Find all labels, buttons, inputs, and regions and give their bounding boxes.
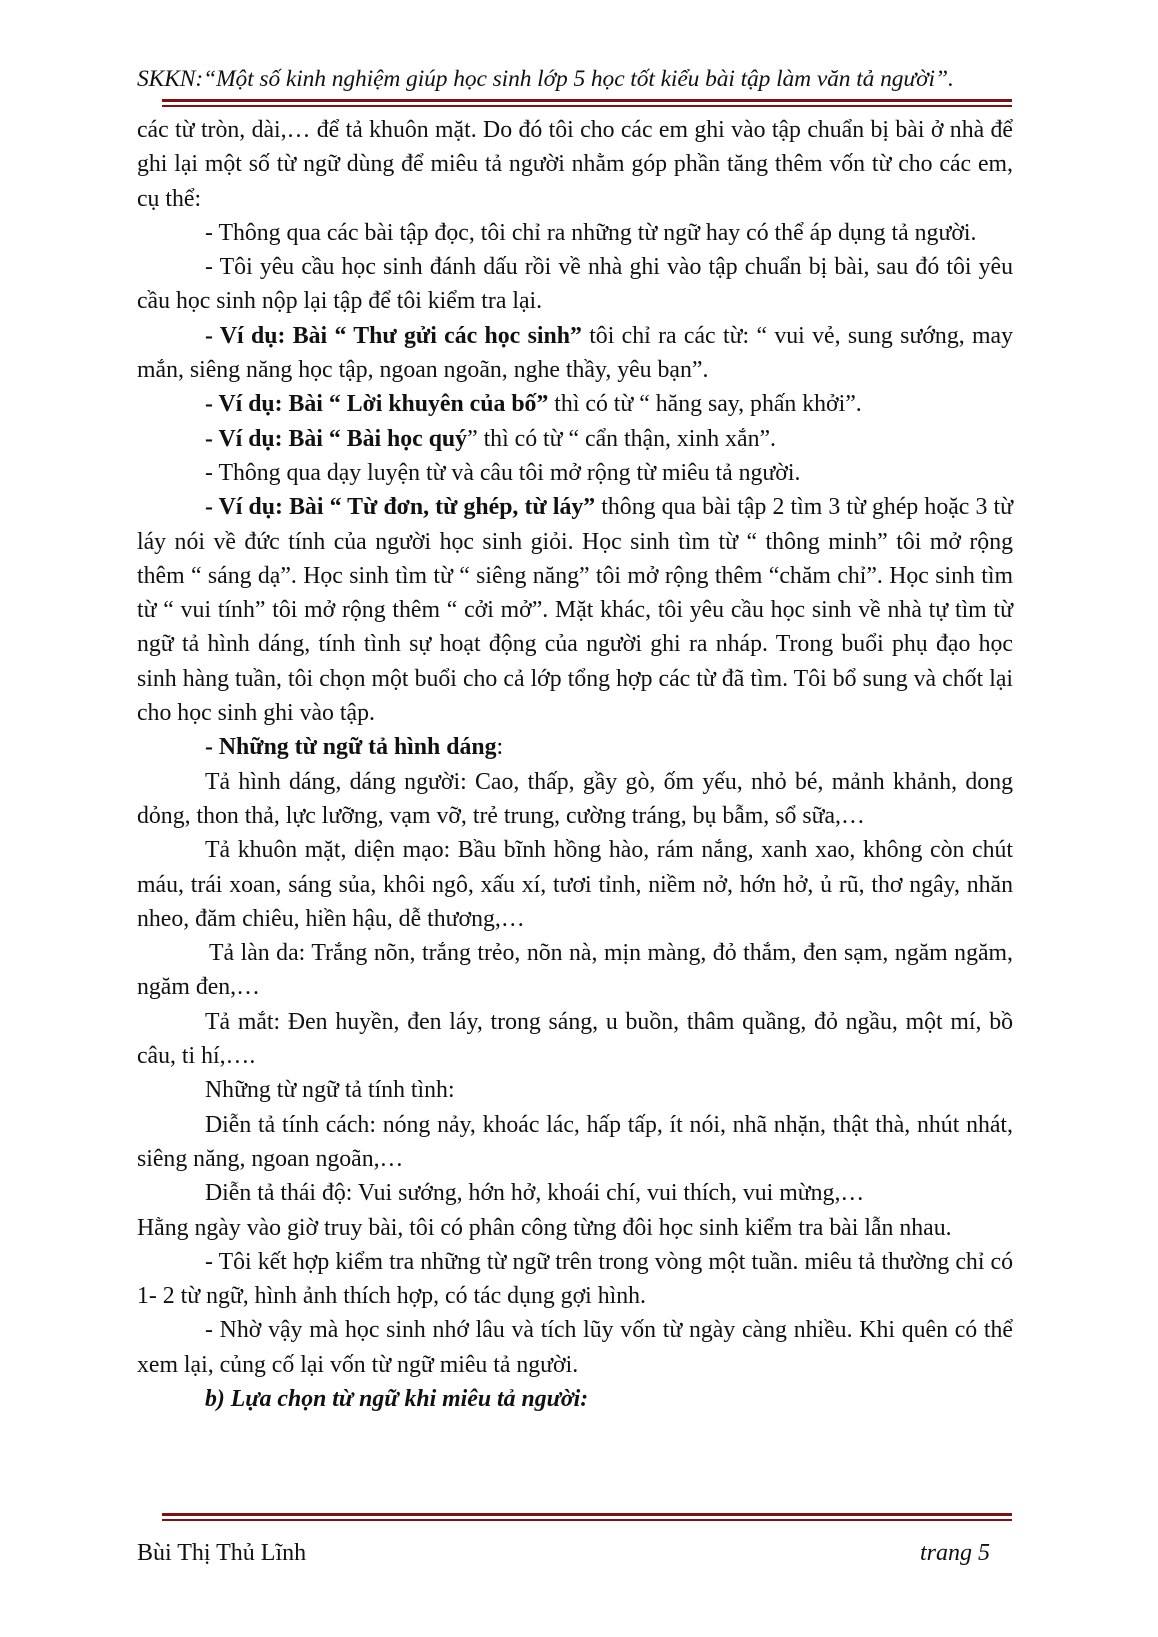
section-heading: [137, 730, 1013, 764]
section-heading-colon: :: [496, 734, 504, 761]
paragraph: Tả làn da: Trắng nõn, trắng trẻo, nõn nà, mịn màng, đỏ thắm, đen sạm, ngăm ngăm, ngăm đen,…: [137, 940, 1013, 1001]
example-heading: - Ví dụ: Bài “ Từ đơn, từ ghép, từ láy”: [205, 494, 596, 521]
example-heading: - Ví dụ: Bài “ Thư gửi các học sinh”: [205, 322, 582, 349]
example-paragraph: [137, 490, 1013, 730]
example-heading: - Ví dụ: Bài “ Bài học quý: [205, 425, 468, 452]
subsection-heading: b) Lựa chọn từ ngữ khi miêu tả người:: [205, 1385, 589, 1412]
example-text: thông qua bài tập 2 tìm 3 từ ghép hoặc 3 từ láy nói về đức tính của người học sinh giỏi. Học sinh tìm từ “ thông minh” tôi mở rộng thêm “ sáng dạ”. Học sinh tìm từ “ siêng năng” tôi mở rộng thêm “chăm chỉ”. Học sinh tìm từ “ vui tính” tôi mở rộng thêm “ cởi mở”. Mặt khác, tôi yêu cầu học sinh về nhà tự tìm từ ngữ tả hình dáng, tính tình sự hoạt động của người ghi ra nháp. Trong buổi phụ đạo học sinh hàng tuần, tôi chọn một buổi cho cả lớp tổng hợp các từ đã tìm. Tôi bổ sung và chốt lại cho học sinh ghi vào tập.: [137, 494, 1014, 727]
example-paragraph: [137, 422, 1013, 456]
paragraph: Những từ ngữ tả tính tình:: [205, 1077, 455, 1104]
footer-page-number: trang 5: [920, 1540, 991, 1566]
paragraph: - Nhờ vậy mà học sinh nhớ lâu và tích lũy vốn từ ngày càng nhiều. Khi quên có thể xem lại, củng cố lại vốn từ ngữ miêu tả người.: [137, 1317, 1013, 1378]
paragraph: - Tôi yêu cầu học sinh đánh dấu rồi về nhà ghi vào tập chuẩn bị bài, sau đó tôi yêu cầu học sinh nộp lại tập để tôi kiểm tra lại.: [137, 254, 1013, 315]
example-heading: - Ví dụ: Bài “ Lời khuyên của bố”: [205, 391, 549, 418]
paragraph: Diễn tả thái độ: Vui sướng, hớn hở, khoái chí, vui thích, vui mừng,…: [205, 1180, 865, 1207]
paragraph: - Thông qua dạy luyện từ và câu tôi mở rộng từ miêu tả người.: [205, 459, 801, 486]
paragraph: Tả khuôn mặt, diện mạo: Bầu bĩnh hồng hào, rám nắng, xanh xao, không còn chút máu, trái xoan, sáng sủa, khôi ngô, xấu xí, tươi tỉnh, niềm nở, hớn hở, ủ rũ, thơ ngây, nhăn nheo, đăm chiêu, hiền hậu, dễ thương,…: [137, 837, 1013, 932]
example-paragraph: [137, 319, 1013, 388]
header-divider: [162, 99, 1012, 107]
paragraph: - Tôi kết hợp kiểm tra những từ ngữ trên trong vòng một tuần. miêu tả thường chỉ có 1- 2 từ ngữ, hình ảnh thích hợp, có tác dụng gợi hình.: [137, 1248, 1013, 1310]
page-header-title: SKKN:“Một số kinh nghiệm giúp học sinh lớp 5 học tốt kiểu bài tập làm văn tả người”.: [137, 66, 954, 92]
paragraph: Tả hình dáng, dáng người: Cao, thấp, gầy gò, ốm yếu, nhỏ bé, mảnh khảnh, dong dỏng, thon thả, lực lưỡng, vạm vỡ, trẻ trung, cường tráng, bụ bẫm, sổ sữa,…: [137, 768, 1013, 829]
paragraph: Tả mắt: Đen huyền, đen láy, trong sáng, u buồn, thâm quầng, đỏ ngầu, một mí, bồ câu, ti hí,….: [137, 1008, 1013, 1070]
document-body: [137, 113, 1013, 1416]
paragraph: các từ tròn, dài,… để tả khuôn mặt. Do đó tôi cho các em ghi vào tập chuẩn bị bài ở nhà để ghi lại một số từ ngữ dùng để miêu tả người nhằm góp phần tăng thêm vốn từ cho các em, cụ thể:: [137, 117, 1013, 212]
paragraph: - Thông qua các bài tập đọc, tôi chỉ ra những từ ngữ hay có thể áp dụng tả người.: [205, 219, 977, 246]
example-text: ” thì có từ “ cẩn thận, xinh xắn”.: [467, 425, 776, 452]
paragraph: Diễn tả tính cách: nóng nảy, khoác lác, hấp tấp, ít nói, nhã nhặn, thật thà, nhút nhát, siêng năng, ngoan ngoãn,…: [137, 1111, 1013, 1172]
paragraph: Hằng ngày vào giờ truy bài, tôi có phân công từng đôi học sinh kiểm tra bài lẫn nhau.: [137, 1214, 952, 1241]
example-paragraph: [137, 387, 1013, 421]
section-heading-label: - Những từ ngữ tả hình dáng: [205, 734, 497, 761]
footer-divider: [162, 1513, 1012, 1521]
example-text: thì có từ “ hăng say, phấn khởi”.: [548, 391, 862, 418]
example-text: tôi chỉ ra các từ: “ vui vẻ, sung sướng, may mắn, siêng năng học tập, ngoan ngoãn, nghe thầy, yêu bạn”.: [137, 322, 1013, 384]
footer-author: Bùi Thị Thủ Lĩnh: [137, 1540, 307, 1566]
